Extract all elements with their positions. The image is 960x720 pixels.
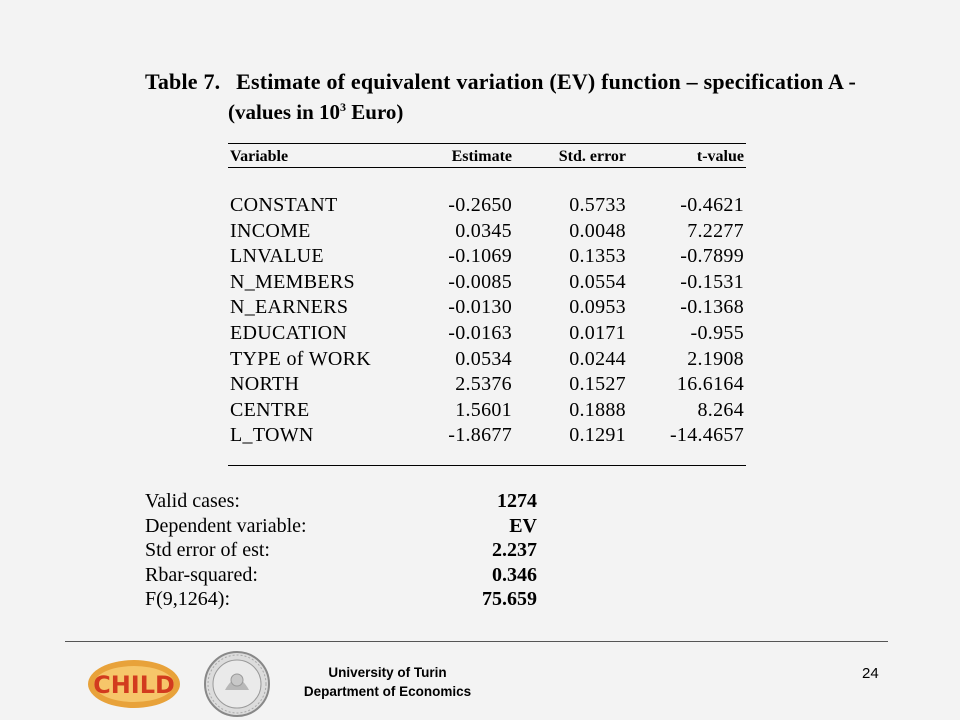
cell-std-error: 0.0554 xyxy=(569,270,626,293)
table-body xyxy=(228,194,746,450)
cell-estimate: -0.0130 xyxy=(448,296,512,319)
header-estimate: Estimate xyxy=(451,148,512,165)
subtitle-exponent: 3 xyxy=(340,100,347,114)
cell-estimate: -0.1069 xyxy=(448,245,512,268)
cell-std-error: 0.0244 xyxy=(569,347,626,370)
cell-t-value: 2.1908 xyxy=(687,347,744,370)
table-row xyxy=(228,348,746,374)
cell-estimate: -1.8677 xyxy=(448,424,512,447)
table-title xyxy=(145,69,856,95)
stat-row xyxy=(145,588,545,613)
cell-std-error: 0.5733 xyxy=(569,194,626,216)
stat-value: 1274 xyxy=(497,490,537,512)
cell-variable: INCOME xyxy=(230,219,311,242)
cell-variable: CENTRE xyxy=(230,398,310,421)
cell-t-value: 7.2277 xyxy=(687,219,744,242)
table-row xyxy=(228,399,746,425)
cell-variable: N_MEMBERS xyxy=(230,270,355,293)
subtitle-suffix: Euro) xyxy=(346,100,404,124)
cell-estimate: 1.5601 xyxy=(455,398,512,421)
table-row xyxy=(228,322,746,348)
table-row xyxy=(228,271,746,297)
stat-row xyxy=(145,490,545,515)
table-number: Table 7. xyxy=(145,69,221,94)
cell-variable: N_EARNERS xyxy=(230,296,349,319)
cell-std-error: 0.1291 xyxy=(569,424,626,447)
stat-label: Dependent variable: xyxy=(145,514,307,537)
cell-t-value: 16.6164 xyxy=(676,373,744,396)
child-logo xyxy=(87,657,182,709)
cell-estimate: -0.0163 xyxy=(448,321,512,344)
cell-estimate: -0.2650 xyxy=(448,194,512,216)
stat-label: F(9,1264): xyxy=(145,588,230,611)
cell-estimate: 2.5376 xyxy=(455,373,512,396)
cell-std-error: 0.0171 xyxy=(569,321,626,344)
cell-variable: TYPE of WORK xyxy=(230,347,372,370)
cell-variable: CONSTANT xyxy=(230,194,338,216)
stat-label: Std error of est: xyxy=(145,539,270,562)
table-row xyxy=(228,296,746,322)
cell-t-value: -0.1531 xyxy=(680,270,744,293)
stat-value: 2.237 xyxy=(492,539,537,562)
university-name: University of Turin xyxy=(328,665,447,680)
cell-variable: LNVALUE xyxy=(230,245,324,268)
cell-t-value: -0.7899 xyxy=(680,245,744,268)
table-row xyxy=(228,194,746,220)
table-row xyxy=(228,424,746,450)
cell-std-error: 0.1527 xyxy=(569,373,626,396)
stat-value: 75.659 xyxy=(482,588,537,611)
cell-std-error: 0.0953 xyxy=(569,296,626,319)
table-subtitle xyxy=(228,100,403,125)
stat-label: Valid cases: xyxy=(145,490,240,512)
header-t-value: t-value xyxy=(696,148,744,165)
cell-std-error: 0.1888 xyxy=(569,398,626,421)
header-variable: Variable xyxy=(230,148,289,165)
cell-t-value: 8.264 xyxy=(697,398,744,421)
table-header-row xyxy=(228,148,746,168)
cell-std-error: 0.0048 xyxy=(569,219,626,242)
footer-organization xyxy=(280,663,495,701)
cell-variable: EDUCATION xyxy=(230,321,348,344)
table-row xyxy=(228,373,746,399)
cell-variable: NORTH xyxy=(230,373,300,396)
stat-value: 0.346 xyxy=(492,563,537,586)
cell-estimate: 0.0534 xyxy=(455,347,512,370)
stat-value: EV xyxy=(509,514,537,537)
table-row xyxy=(228,220,746,246)
header-std-error: Std. error xyxy=(558,148,626,165)
table-bottom-rule xyxy=(228,465,746,466)
cell-t-value: -0.4621 xyxy=(680,194,744,216)
cell-estimate: -0.0085 xyxy=(448,270,512,293)
cell-estimate: 0.0345 xyxy=(455,219,512,242)
child-logo-text: CHILD xyxy=(93,671,175,699)
subtitle-prefix: (values in 10 xyxy=(228,100,341,124)
table-title-text: Estimate of equivalent variation (EV) function – specification A - xyxy=(236,69,857,94)
cell-variable: L_TOWN xyxy=(230,424,314,447)
table-header-rule xyxy=(228,167,746,168)
stat-label: Rbar-squared: xyxy=(145,563,258,586)
summary-statistics xyxy=(145,490,545,613)
footer-rule xyxy=(65,641,888,642)
stat-row xyxy=(145,515,545,540)
cell-t-value: -0.955 xyxy=(690,321,744,344)
department-name: Department of Economics xyxy=(303,684,472,699)
stat-row xyxy=(145,539,545,564)
table-top-rule xyxy=(228,143,746,144)
stat-row xyxy=(145,564,545,589)
cell-t-value: -0.1368 xyxy=(680,296,744,319)
cell-t-value: -14.4657 xyxy=(669,424,744,447)
page-number: 24 xyxy=(862,665,879,682)
cell-std-error: 0.1353 xyxy=(569,245,626,268)
table-row xyxy=(228,245,746,271)
university-seal-icon xyxy=(203,650,271,718)
